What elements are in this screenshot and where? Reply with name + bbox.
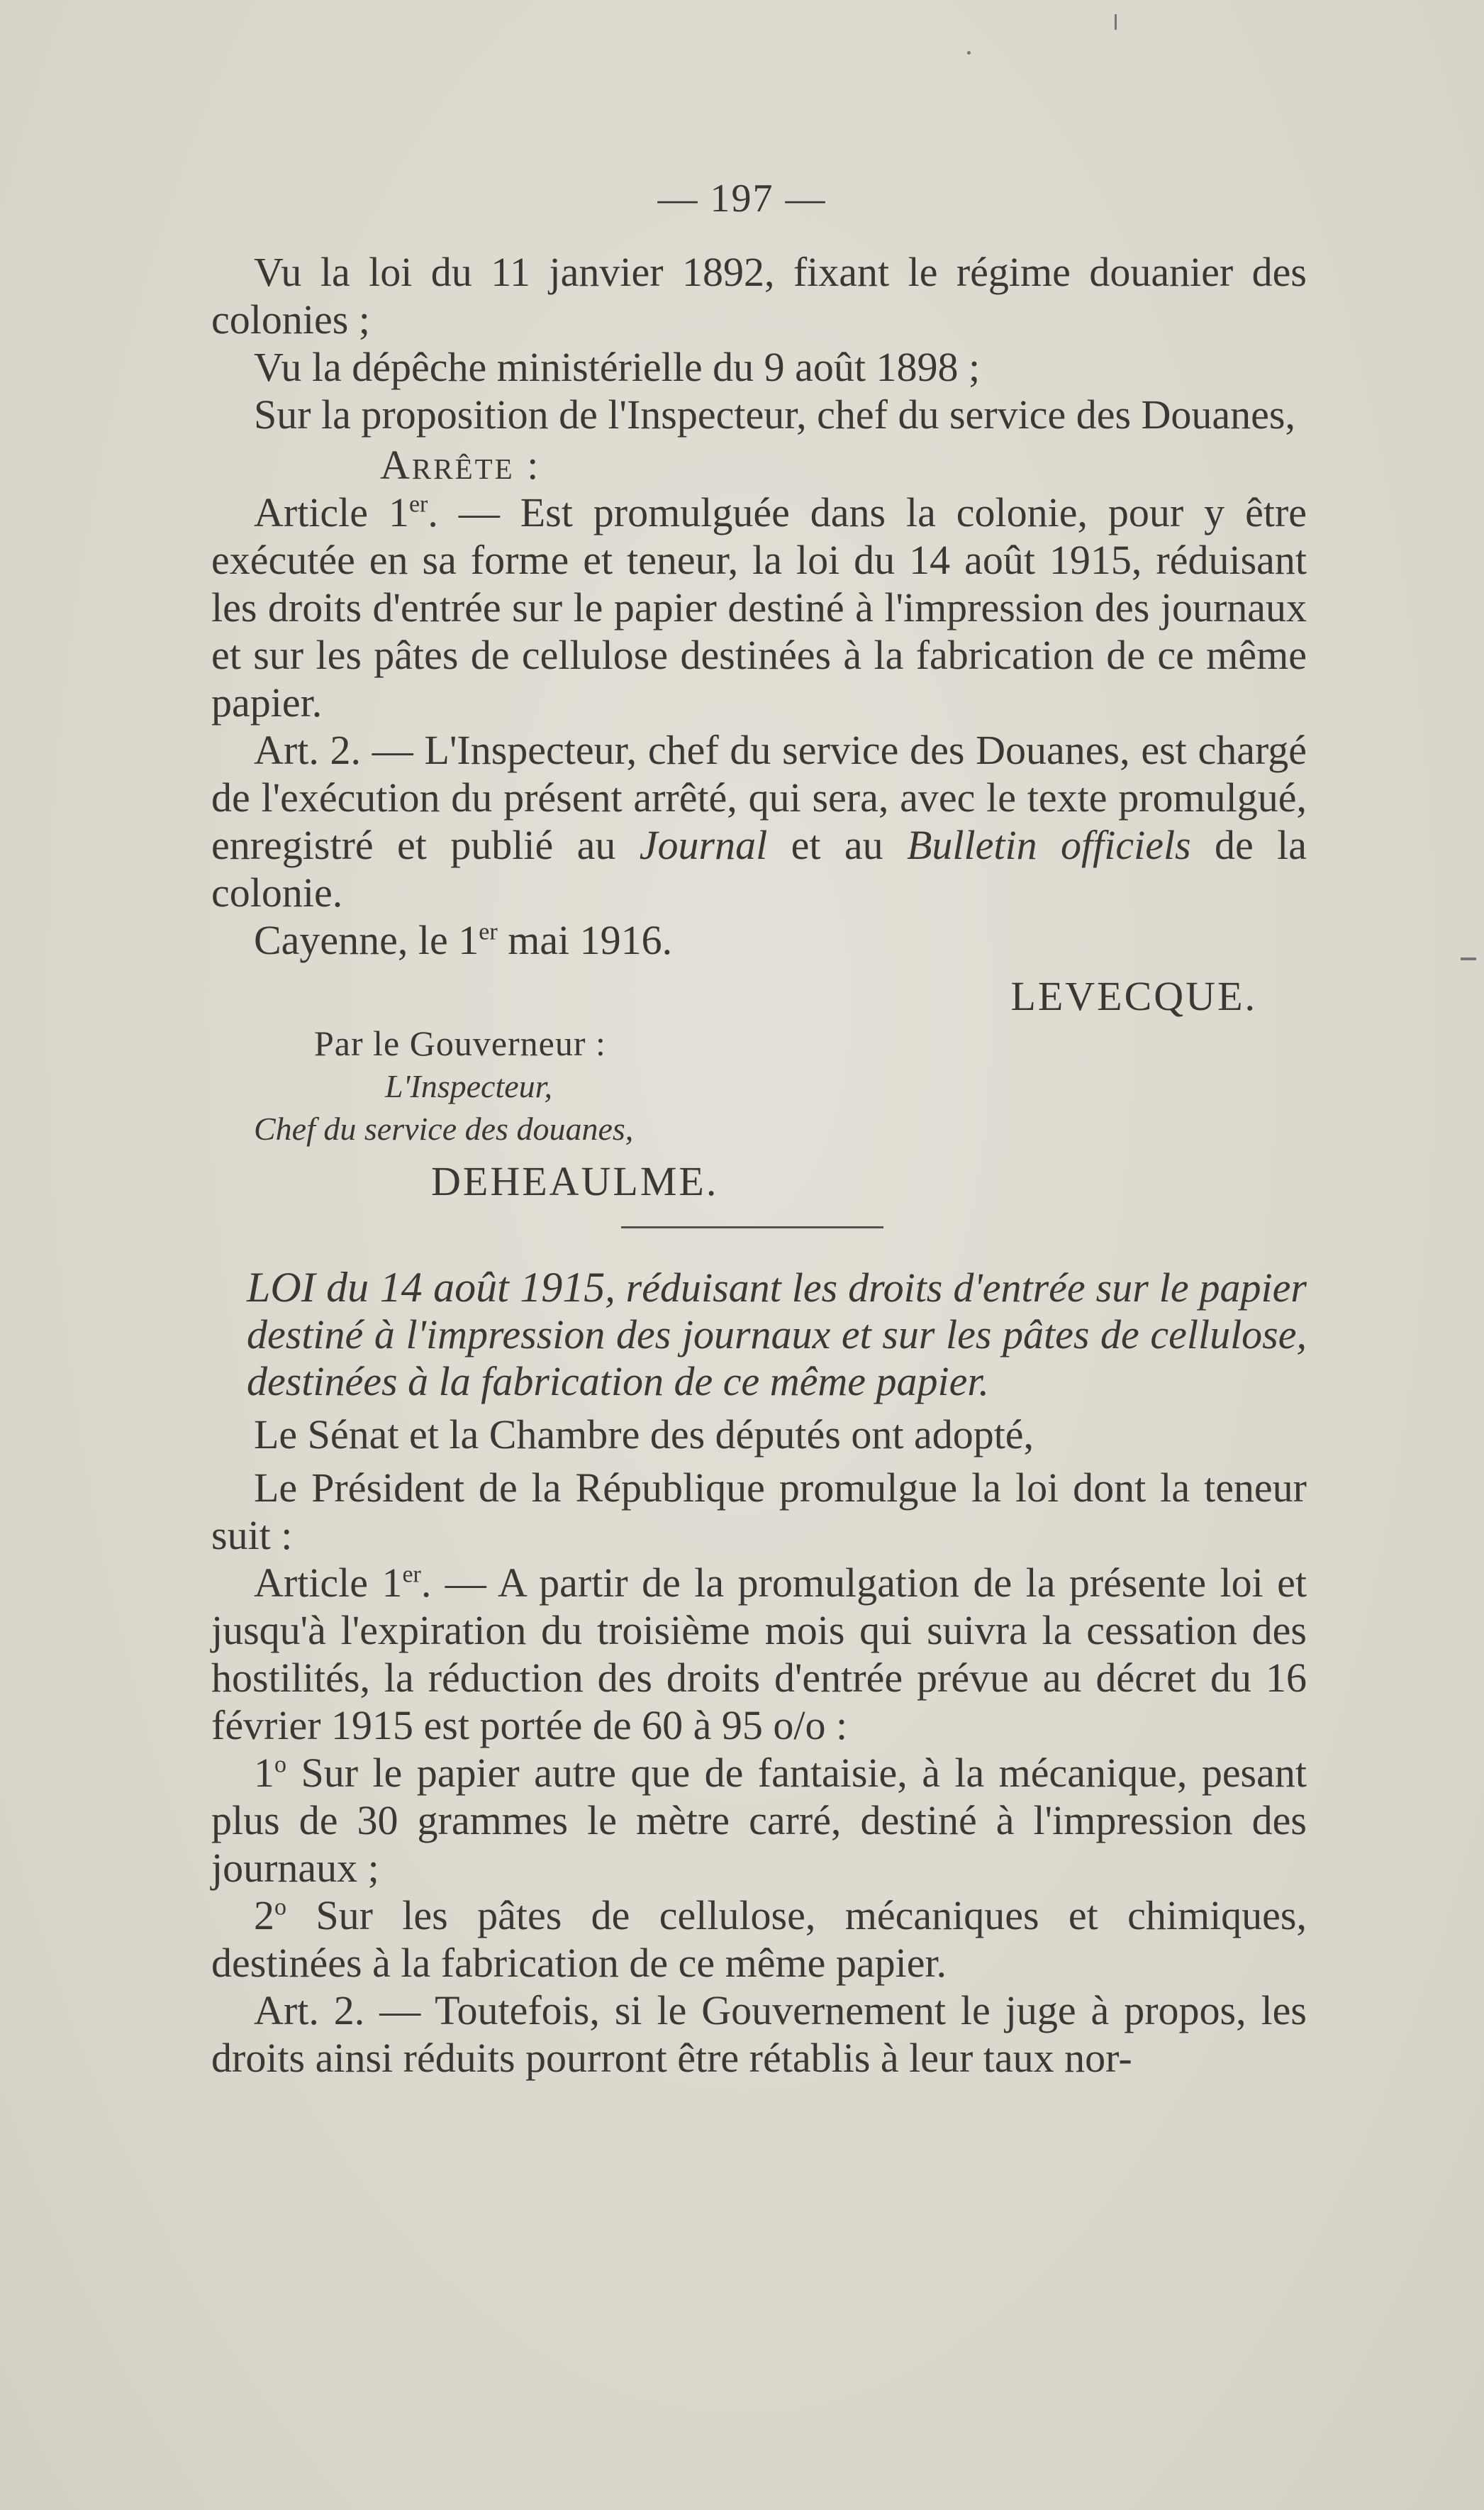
paper-speck <box>967 51 971 55</box>
journal-title: Journal <box>639 822 768 868</box>
signature-inspector: DEHEAULME. <box>431 1158 719 1204</box>
law-article-1: Article 1er. — A partir de la promulgation de la présente loi et jusqu'à l'expiration du troisième mois qui suivra la cessation des hostilités, la réduction des droits d'entrée prévue au décret du 16 février 1915 est portée de 60 à 95 o/o : <box>211 1560 1307 1748</box>
bulletin-title: Bulletin officiels <box>906 822 1191 868</box>
law-item-1: 1$^o$ Sur le papier autre que de fantaisie, à la mécanique, pesant plus de 30 grammes le mètre carré, destiné à l'impression des journaux ; <box>211 1750 1307 1891</box>
arrete-heading: Arrête : <box>380 442 541 488</box>
law-article-2: Art. 2. — Toutefois, si le Gouvernement le juge à propos, les droits ainsi réduits pourront être rétablis à leur taux nor- <box>211 1987 1307 2081</box>
considerant-2: Vu la dépêche ministérielle du 9 août 1898 ; <box>254 344 981 390</box>
law-adoption: Le Sénat et la Chambre des députés ont adopté, <box>254 1411 1034 1457</box>
by-governor: Par le Gouverneur : <box>314 1023 606 1063</box>
signature-governor: LEVECQUE. <box>1010 973 1257 1019</box>
decree-article-1: Article 1er. — Est promulguée dans la colonie, pour y être exécutée en sa forme et teneur, la loi du 14 août 1915, réduisant les droits d'entrée sur le papier destiné à l'impression des journaux et sur les pâtes de cellulose destinées à la fabrication de ce même papier. <box>211 489 1307 726</box>
paper-speck <box>1115 14 1117 30</box>
decree-article-2: Art. 2. — L'Inspecteur, chef du service des Douanes, est chargé de l'exécution du présent arrêté, qui sera, avec le texte promulgué, enregistré et publié au Journal et au Bulletin officiels de la colonie. <box>211 727 1307 916</box>
law-item-2: 2$^o$ Sur les pâtes de cellulose, mécaniques et chimiques, destinées à la fabrication de ce même papier. <box>211 1892 1307 1986</box>
law-title: LOI du 14 août 1915, réduisant les droits d'entrée sur le papier destiné à l'impression des journaux et sur les pâtes de cellulose, destinées à la fabrication de ce même papier. <box>247 1264 1307 1404</box>
page-body <box>211 248 1307 2082</box>
inspector-title: L'Inspecteur, <box>385 1068 552 1104</box>
place-date: Cayenne, le 1er mai 1916. <box>254 917 673 963</box>
inspector-role: Chef du service des douanes, <box>254 1111 634 1147</box>
section-divider <box>621 1226 883 1228</box>
considerant-1: Vu la loi du 11 janvier 1892, fixant le régime douanier des colonies ; <box>211 249 1307 343</box>
law-promulgation: Le Président de la République promulgue la loi dont la teneur suit : <box>211 1465 1307 1558</box>
considerant-3: Sur la proposition de l'Inspecteur, chef du service des Douanes, <box>254 392 1295 438</box>
page-number: — 197 — <box>657 177 827 221</box>
paper-speck <box>1461 957 1476 960</box>
